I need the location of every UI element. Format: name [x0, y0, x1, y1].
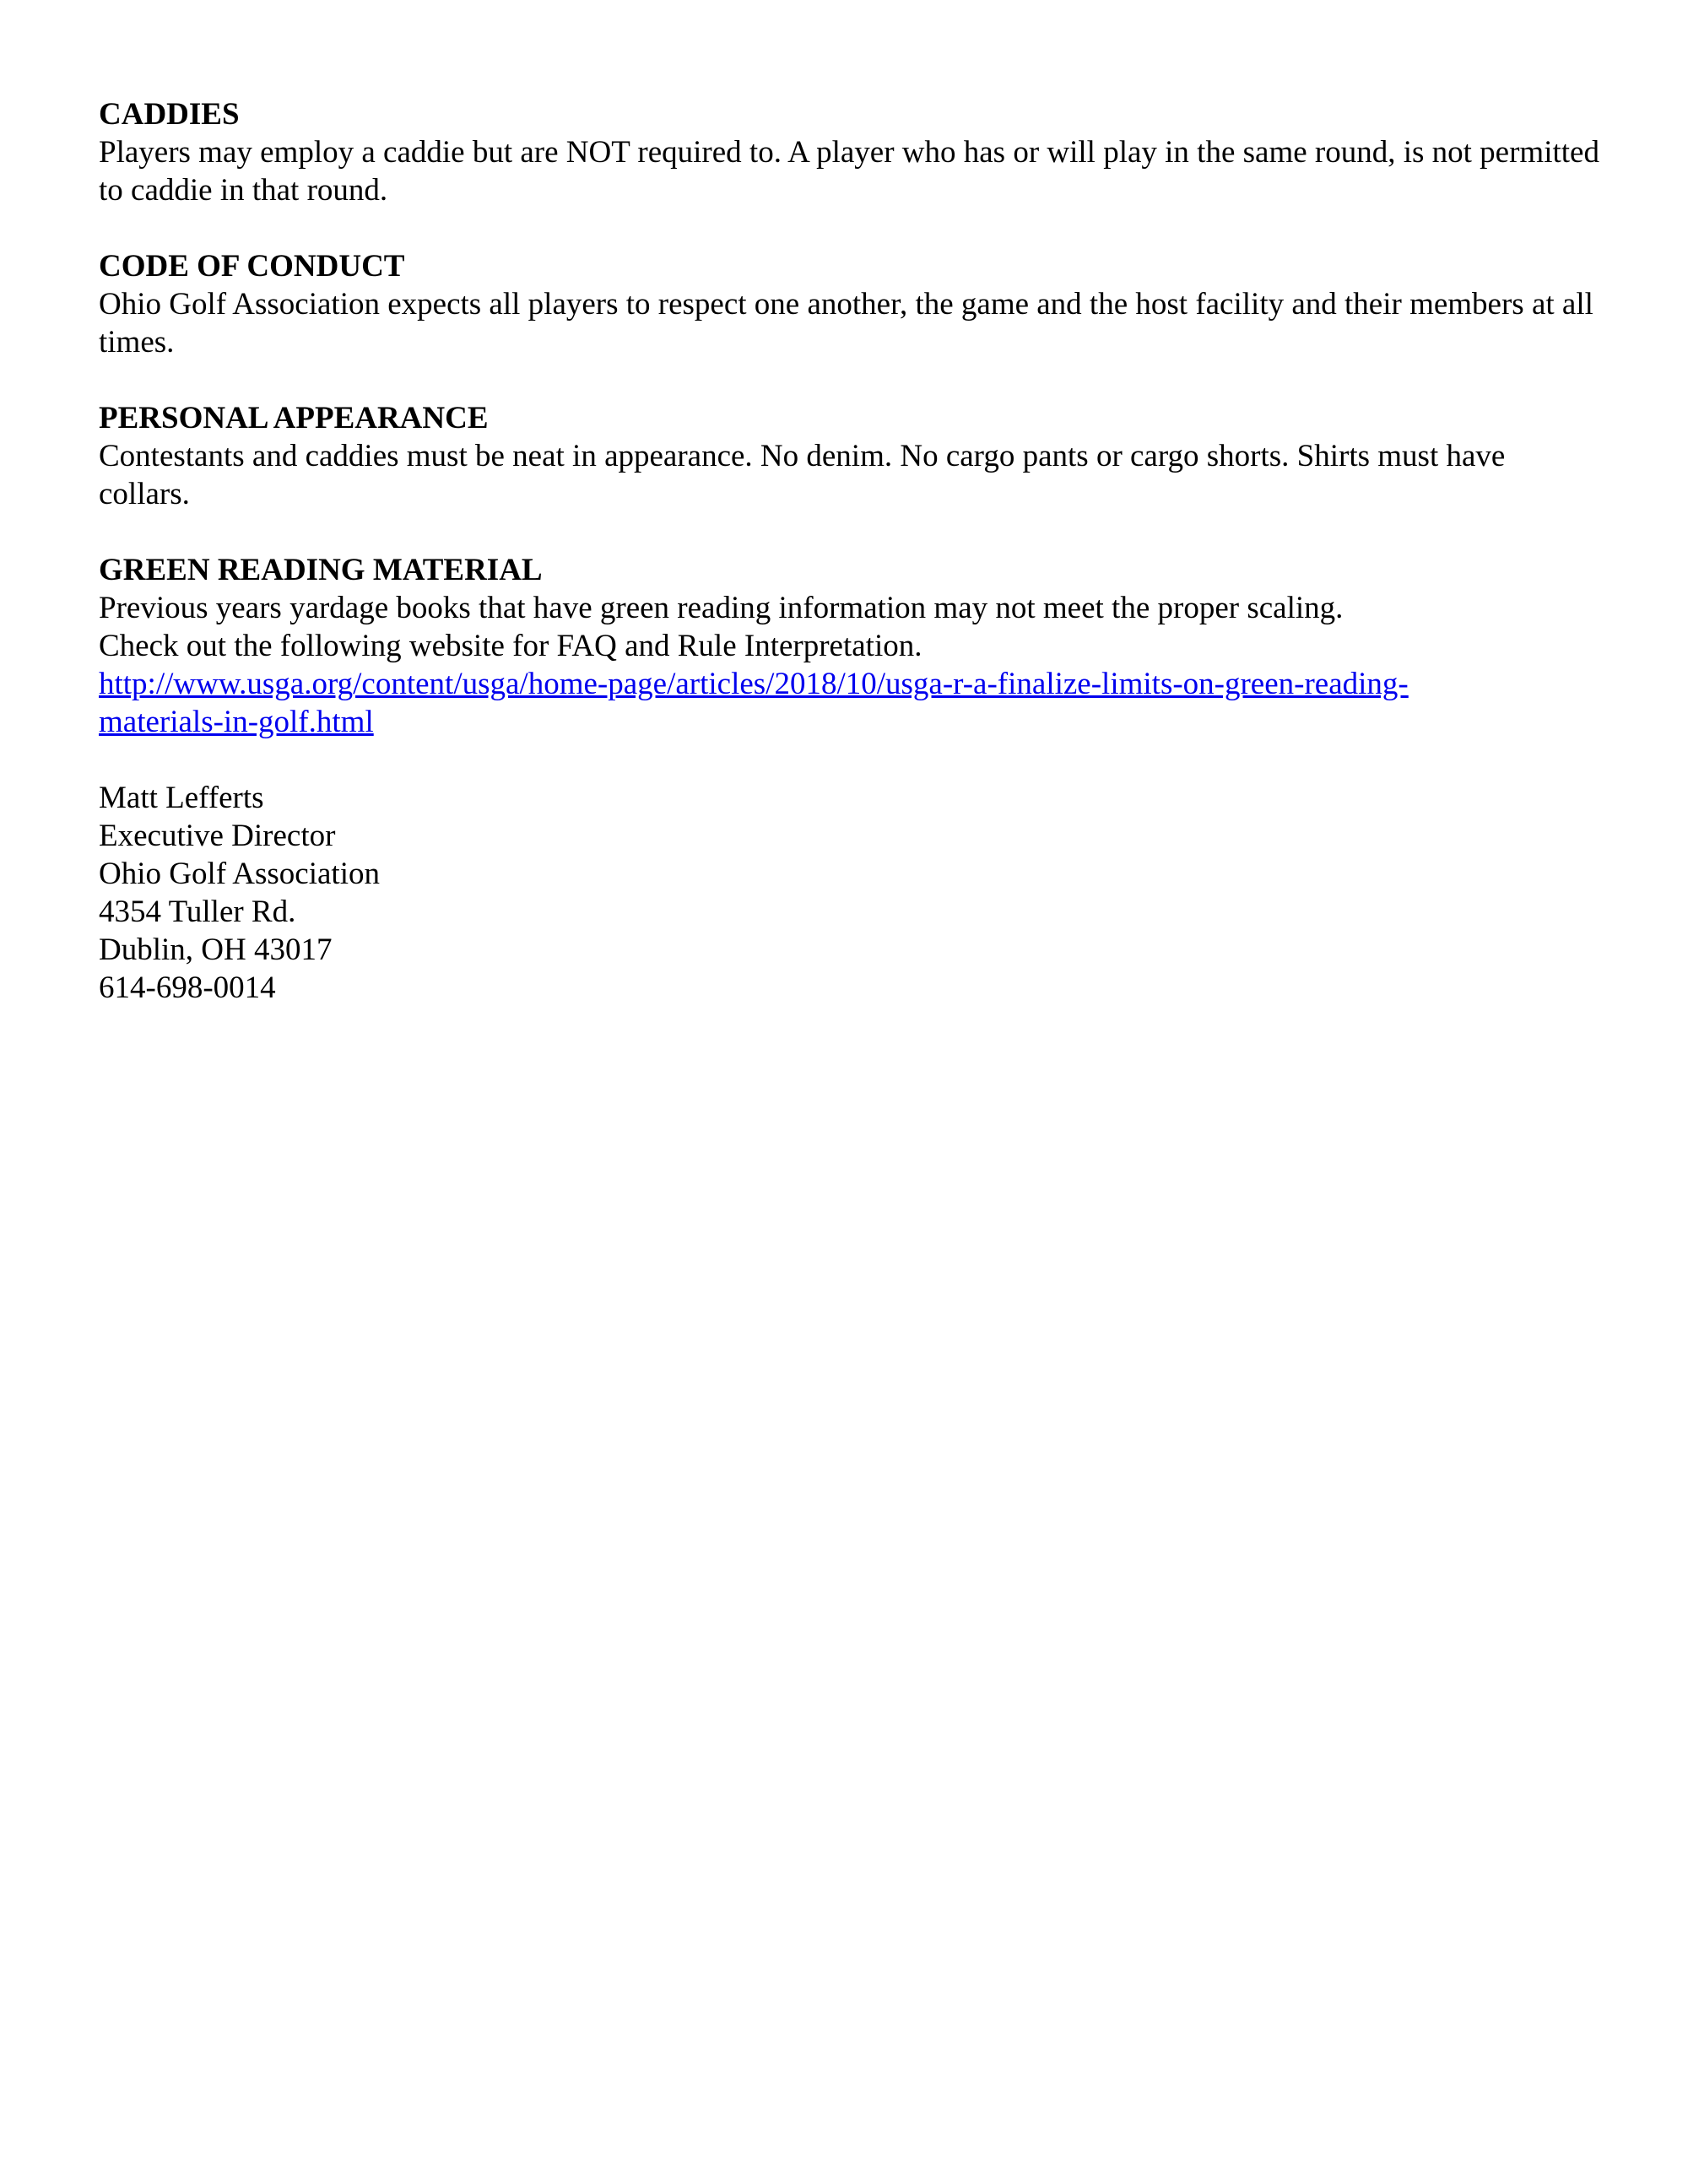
section-body: Contestants and caddies must be neat in appearance. No denim. No cargo pants or cargo shorts. Shirts must have collars. — [99, 439, 1506, 511]
section-personal-appearance — [99, 399, 1601, 513]
signature-phone: 614-698-0014 — [99, 970, 276, 1005]
section-caddies — [99, 95, 1601, 209]
document-page — [99, 95, 1601, 1007]
link-text-line-2: materials-in-golf.html — [99, 705, 374, 739]
signature-block — [99, 779, 1601, 1007]
section-heading: CADDIES — [99, 97, 240, 132]
link-text-line-1: http://www.usga.org/content/usga/home-page/articles/2018/10/usga-r-a-finalize-limits-on-green-reading- — [99, 667, 1409, 701]
section-heading: PERSONAL APPEARANCE — [99, 401, 489, 435]
section-body-line: Check out the following website for FAQ and Rule Interpretation. — [99, 629, 922, 663]
signature-city: Dublin, OH 43017 — [99, 933, 333, 967]
signature-title: Executive Director — [99, 819, 336, 853]
signature-organization: Ohio Golf Association — [99, 857, 380, 891]
section-heading: CODE OF CONDUCT — [99, 249, 405, 284]
section-green-reading-material — [99, 551, 1601, 741]
section-body-line: Previous years yardage books that have green reading information may not meet the proper scaling. — [99, 591, 1344, 625]
section-body: Ohio Golf Association expects all players to respect one another, the game and the host facility and their members at all times. — [99, 287, 1593, 359]
signature-street: 4354 Tuller Rd. — [99, 895, 296, 929]
section-code-of-conduct — [99, 247, 1601, 361]
section-body: Players may employ a caddie but are NOT required to. A player who has or will play in the same round, is not permitted to caddie in that round. — [99, 135, 1599, 208]
usga-article-link[interactable] — [99, 665, 1601, 741]
section-heading: GREEN READING MATERIAL — [99, 553, 543, 587]
signature-name: Matt Lefferts — [99, 781, 264, 815]
